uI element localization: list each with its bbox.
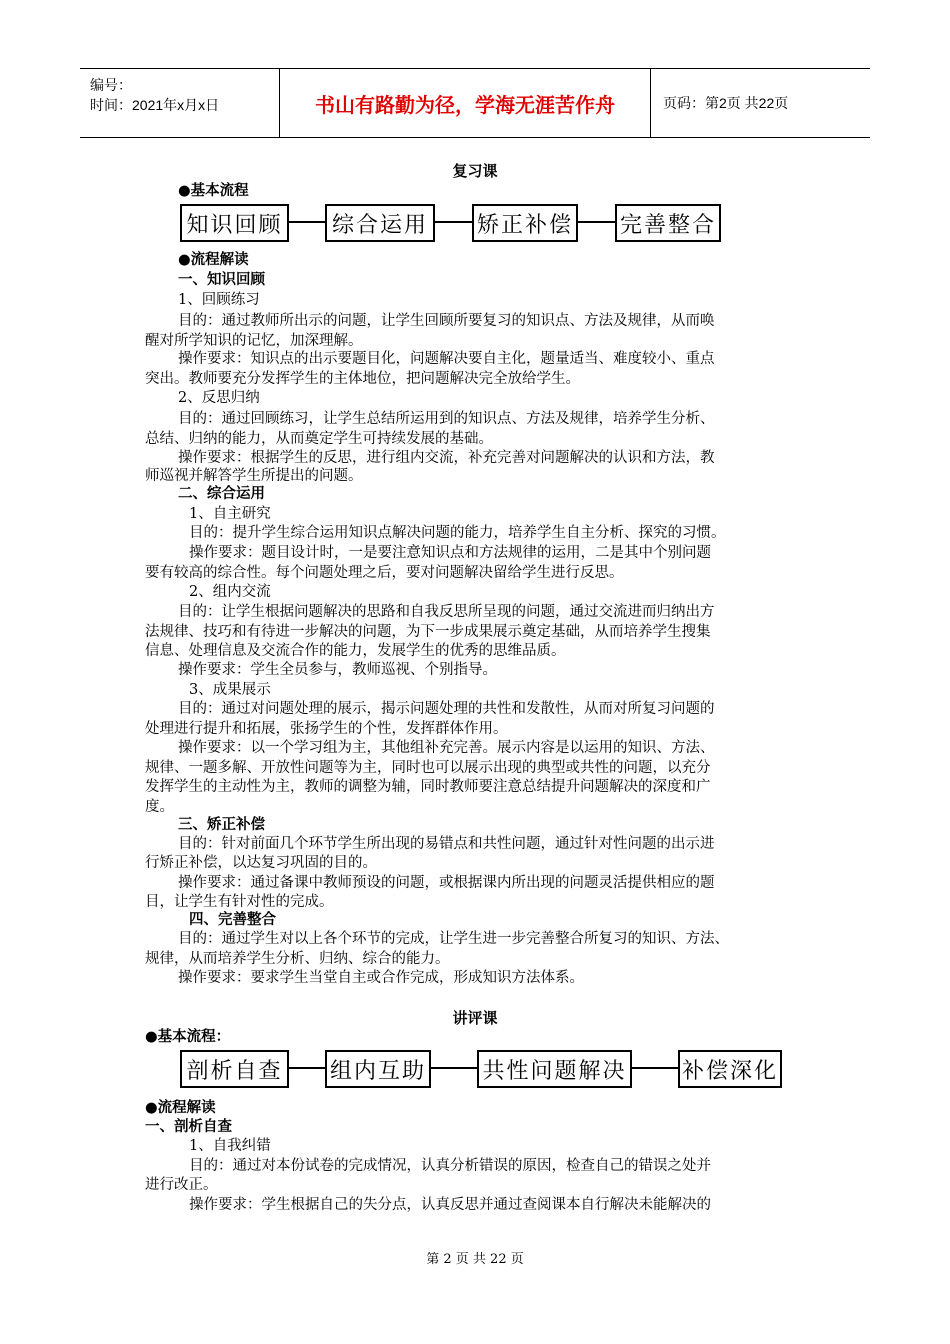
text-line: 操作要求：要求学生当堂自主或合作完成，形成知识方法体系。 <box>178 970 584 986</box>
flow-connector <box>289 221 325 223</box>
text-line: 法规律、技巧和有待进一步解决的问题，为下一步成果展示奠定基础，从而培养学生搜集 <box>145 624 711 640</box>
text-line: 2、组内交流 <box>189 584 271 600</box>
text-line: 操作要求：学生根据自己的失分点，认真反思并通过查阅课本自行解决未能解决的 <box>189 1197 711 1213</box>
text-line: 突出。教师要充分发挥学生的主体地位，把问题解决完全放给学生。 <box>145 371 580 387</box>
flow-connector <box>431 1067 477 1069</box>
section-heading: 二、综合运用 <box>178 485 265 502</box>
text-line: 操作要求：题目设计时，一是要注意知识点和方法规律的运用，二是其中个别问题 <box>189 545 711 561</box>
section-heading: 一、剖析自查 <box>145 1118 232 1135</box>
text-line: 醒对所学知识的记忆，加深理解。 <box>145 333 363 349</box>
page-footer: 第 2 页 共 22 页 <box>426 1252 524 1267</box>
text-line: 操作要求：通过备课中教师预设的问题，或根据课内所出现的问题灵活提供相应的题 <box>178 875 715 891</box>
commentary-title: 讲评课 <box>452 1009 498 1027</box>
review-flowchart <box>0 204 950 240</box>
flow-step: 共性问题解决 <box>477 1050 632 1088</box>
text-line: 目的：通过对问题处理的展示，揭示问题处理的共性和发散性，从而对所复习问题的 <box>178 701 715 717</box>
text-line: 2、反思归纳 <box>178 390 260 406</box>
section-heading: 三、矫正补偿 <box>178 816 265 833</box>
text-line: 行矫正补偿，以达复习巩固的目的。 <box>145 855 377 871</box>
text-line: 目，让学生有针对性的完成。 <box>145 894 334 910</box>
flow-connector <box>289 1067 325 1069</box>
header-info <box>80 69 280 137</box>
flow-step: 补偿深化 <box>678 1050 782 1088</box>
time-label: 时间：2021年x月x日 <box>90 97 220 113</box>
text-line: 1、自我纠错 <box>189 1138 271 1154</box>
text-line: 目的：通过对本份试卷的完成情况，认真分析错误的原因，检查自己的错误之处并 <box>189 1158 711 1174</box>
text-line: 1、回顾练习 <box>178 292 260 308</box>
text-line: 目的：提升学生综合运用知识点解决问题的能力，培养学生自主分析、探究的习惯。 <box>189 525 726 541</box>
text-line: 处理进行提升和拓展，张扬学生的个性，发挥群体作用。 <box>145 721 508 737</box>
flow-step: 矫正补偿 <box>472 204 578 242</box>
flow-step: 完善整合 <box>615 204 721 242</box>
text-line: 3、成果展示 <box>189 682 271 698</box>
text-line: 目的：通过教师所出示的问题，让学生回顾所要复习的知识点、方法及规律，从而唤 <box>178 313 715 329</box>
text-line: 规律，从而培养学生分析、归纳、综合的能力。 <box>145 951 450 967</box>
number-label: 编号： <box>90 77 132 93</box>
text-line: 规律、一题多解、开放性问题等为主，同时也可以展示出现的典型或共性的问题，以充分 <box>145 760 711 776</box>
text-line: 目的：让学生根据问题解决的思路和自我反思所呈现的问题，通过交流进而归纳出方 <box>178 604 715 620</box>
review-interpret-label: ●流程解读 <box>178 251 249 268</box>
section-heading: 四、完善整合 <box>189 911 276 928</box>
flow-connector <box>632 1067 678 1069</box>
text-line: 目的：通过学生对以上各个环节的完成，让学生进一步完善整合所复习的知识、方法、 <box>178 931 729 947</box>
text-line: 发挥学生的主动性为主，教师的调整为辅，同时教师要注意总结提升问题解决的深度和广 <box>145 779 711 795</box>
text-line: 师巡视并解答学生所提出的问题。 <box>145 468 363 484</box>
flow-step: 知识回顾 <box>180 204 289 242</box>
review-title: 复习课 <box>452 162 498 180</box>
text-line: 信息、处理信息及交流合作的能力，发展学生的优秀的思维品质。 <box>145 643 566 659</box>
commentary-flowchart <box>0 1050 950 1086</box>
page-header <box>80 68 870 138</box>
section-heading: 一、知识回顾 <box>178 271 265 288</box>
text-line: 操作要求：以一个学习组为主，其他组补充完善。展示内容是以运用的知识、方法、 <box>178 740 715 756</box>
text-line: 目的：针对前面几个环节学生所出现的易错点和共性问题，通过针对性问题的出示进 <box>178 836 715 852</box>
text-line: 操作要求：知识点的出示要题目化，问题解决要自主化，题量适当、难度较小、重点 <box>178 351 715 367</box>
commentary-interpret-label: ●流程解读 <box>145 1099 216 1116</box>
text-line: 总结、归纳的能力，从而奠定学生可持续发展的基础。 <box>145 431 493 447</box>
text-line: 1、自主研究 <box>189 506 271 522</box>
text-line: 操作要求：学生全员参与，教师巡视、个别指导。 <box>178 662 497 678</box>
text-line: 要有较高的综合性。每个问题处理之后，要对问题解决留给学生进行反思。 <box>145 565 624 581</box>
flow-connector <box>578 221 615 223</box>
flow-connector <box>435 221 472 223</box>
text-line: 度。 <box>145 799 174 815</box>
header-motto: 书山有路勤为径，学海无涯苦作舟 <box>280 69 651 137</box>
flow-step: 剖析自查 <box>180 1050 289 1088</box>
flow-step: 综合运用 <box>325 204 435 242</box>
text-line: 目的：通过回顾练习，让学生总结所运用到的知识点、方法及规律，培养学生分析、 <box>178 411 715 427</box>
text-line: 操作要求：根据学生的反思，进行组内交流，补充完善对问题解决的认识和方法，教 <box>178 450 715 466</box>
text-line: 进行改正。 <box>145 1177 218 1193</box>
review-basic-flow-label: ●基本流程 <box>178 182 249 199</box>
commentary-basic-flow-label: ●基本流程： <box>145 1028 231 1045</box>
header-page-label: 页码：第2页 共22页 <box>663 95 789 111</box>
flow-step: 组内互助 <box>325 1050 431 1088</box>
